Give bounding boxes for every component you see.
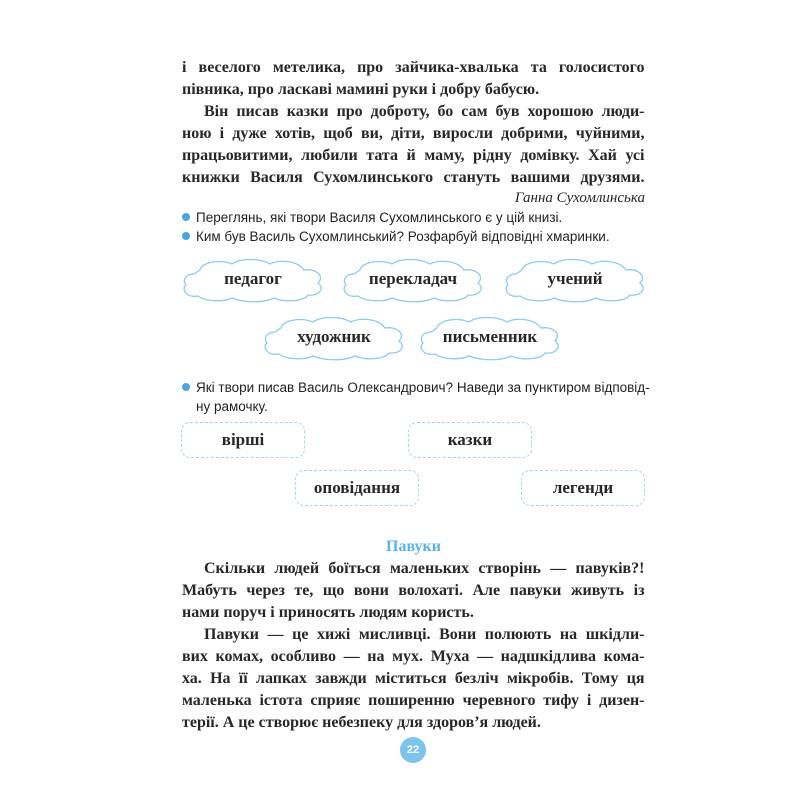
story-line: Павуки — це хижі мисливці. Вони полюють на шкідли- [204,626,645,643]
story-line: Скільки людей боїться маленьких створінь — павуків?! [204,560,645,577]
intro-line: Він писав казки про доброту, бо сам був хорошою люди- [204,103,645,120]
story-line: маленька істота сприяє поширенню черевного тифу і дизен- [182,692,645,709]
cloud-khudozhnyk[interactable] [261,314,407,362]
intro-line: ною і дуже хотів, щоб ви, діти, виросли добрими, чуйними, [182,125,645,142]
bullet-icon [182,213,190,221]
bullet-icon [182,383,190,391]
task-3-continued: ну рамочку. [196,399,268,414]
cloud-label: художник [297,327,371,346]
task-text: Ким був Василь Сухомлинський? Розфарбуй відповідні хмаринки. [196,229,610,244]
task-text: Які твори писав Василь Олександрович? Наведи за пунктиром відповід- [196,380,650,395]
intro-line: працьовитими, любили тата й маму, рідну домівку. Хай усі [182,147,645,164]
story-line: вих комах, особливо — на мух. Муха — надшкідлива кома- [182,648,645,665]
task-text: Переглянь, які твори Василя Сухомлинського є у цій книзі. [196,210,563,225]
story-line: терії. А це створює небезпеку для здоров’я людей. [182,714,541,731]
frame-kazky[interactable]: казки [408,422,532,458]
task-3 [182,378,650,397]
signature: Ганна Сухомлинська [514,190,645,206]
story-line: ха. На її лапках завжди міститься безліч мікробів. Тому ця [182,670,645,687]
intro-line: книжки Василя Сухомлинського стануть вашими друзями. [182,169,645,186]
story-line: нами поруч і приносять людям користь. [182,604,474,621]
cloud-pysmennyk[interactable] [417,314,563,362]
frame-legendy[interactable]: легенди [521,470,645,506]
cloud-label: перекладач [368,269,458,288]
intro-line: півника, про ласкаві мамині руки і добру бабусю. [182,81,540,98]
cloud-label: педагог [224,269,282,288]
frame-opovidannia[interactable]: оповідання [295,470,419,506]
cloud-label: учений [547,269,603,288]
story-title: Павуки [386,538,441,555]
cloud-label: письменник [442,327,538,346]
cloud-perekladach[interactable] [340,256,486,304]
task-2 [182,227,610,246]
story-line: Мабуть через те, що вони волохаті. Але павуки живуть із [182,582,645,599]
intro-line: і веселого метелика, про зайчика-хвалька та голосистого [182,59,645,76]
page-number: 22 [400,737,426,763]
frame-virshi[interactable]: вірші [181,422,305,458]
bullet-icon [182,232,190,240]
cloud-uchenyi[interactable] [502,256,648,304]
task-1 [182,208,562,227]
cloud-pedagog[interactable] [180,256,326,304]
